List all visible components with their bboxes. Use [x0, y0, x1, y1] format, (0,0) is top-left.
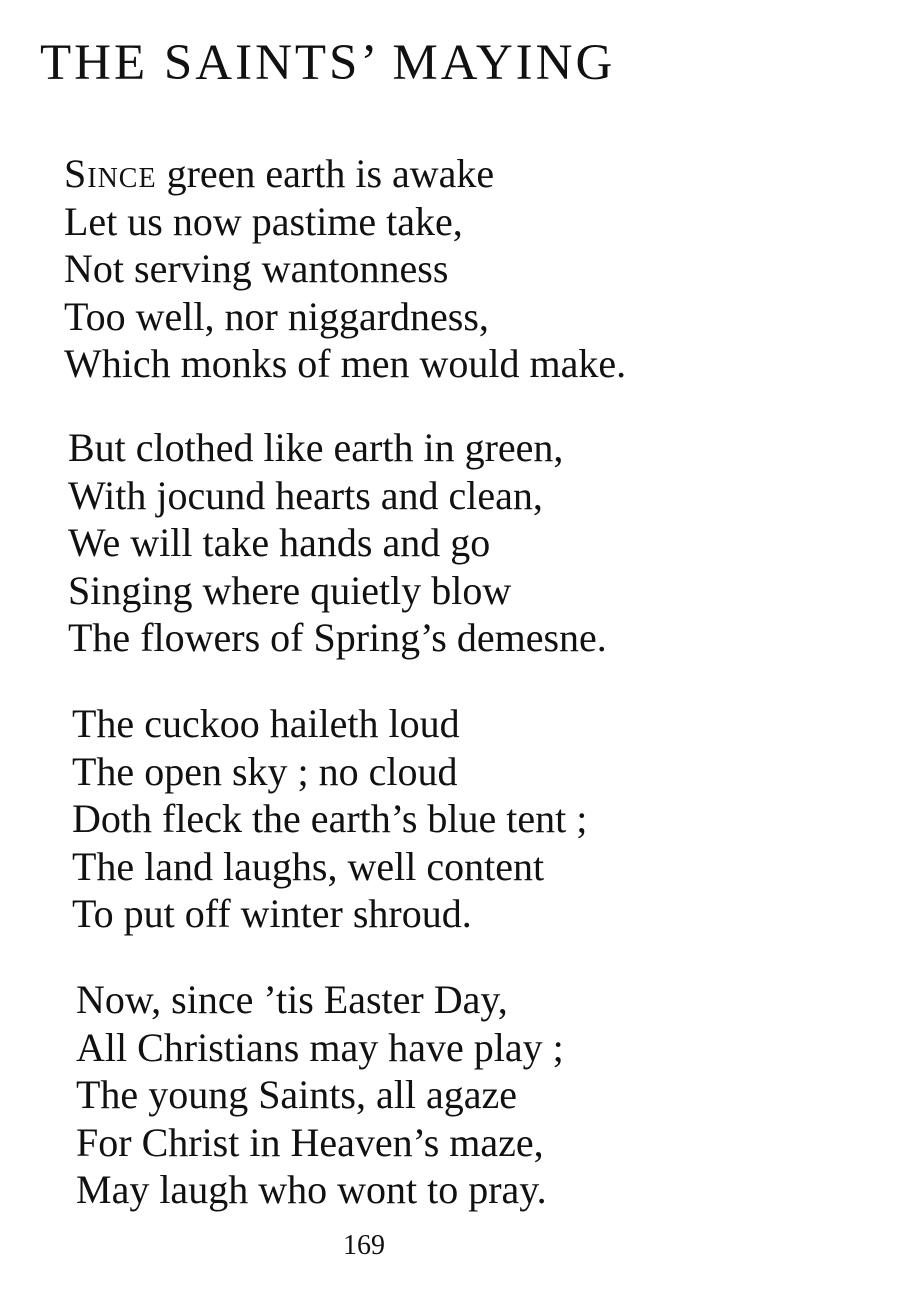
poem-line: Which monks of men would make.: [64, 341, 627, 386]
poem-line: [64, 150, 626, 198]
poem-line: Singing where quietly blow: [68, 567, 512, 613]
poem-line: Now, since ’tis Easter Day,: [76, 977, 508, 1022]
poem-line: The cuckoo haileth loud: [72, 701, 460, 746]
stanza-1: [64, 150, 626, 388]
poem-line: The land laughs, well content: [72, 843, 545, 889]
poem-line: Let us now pastime take,: [64, 198, 463, 244]
poem-line: The young Saints, all agaze: [76, 1072, 517, 1117]
page-number: 169: [343, 1230, 385, 1261]
poem-line: Doth fleck the earth’s blue tent ;: [72, 796, 588, 841]
stanza-3: [72, 700, 587, 938]
poem-line: We will take hands and go: [68, 520, 491, 565]
poem-line: With jocund hearts and clean,: [68, 472, 543, 518]
poem-line: May laugh who wont to pray.: [76, 1167, 547, 1212]
poem-line: To put off winter shroud.: [72, 891, 472, 936]
poem-line: For Christ in Heaven’s maze,: [76, 1119, 544, 1165]
poem-title: THE SAINTS’ MAYING: [40, 35, 616, 91]
poem-line: All Christians may have play ;: [76, 1024, 564, 1070]
poem-line: Too well, nor niggardness,: [64, 293, 489, 339]
stanza-2: [68, 424, 607, 662]
stanza-4: [76, 976, 564, 1214]
line-text: green earth is awake: [156, 151, 495, 196]
drop-word: Since: [64, 151, 157, 196]
poem-line: The flowers of Spring’s demesne.: [68, 615, 607, 660]
poem-line: But clothed like earth in green,: [68, 425, 564, 470]
poem-line: The open sky ; no cloud: [72, 748, 458, 794]
poem-line: Not serving wantonness: [64, 246, 449, 291]
